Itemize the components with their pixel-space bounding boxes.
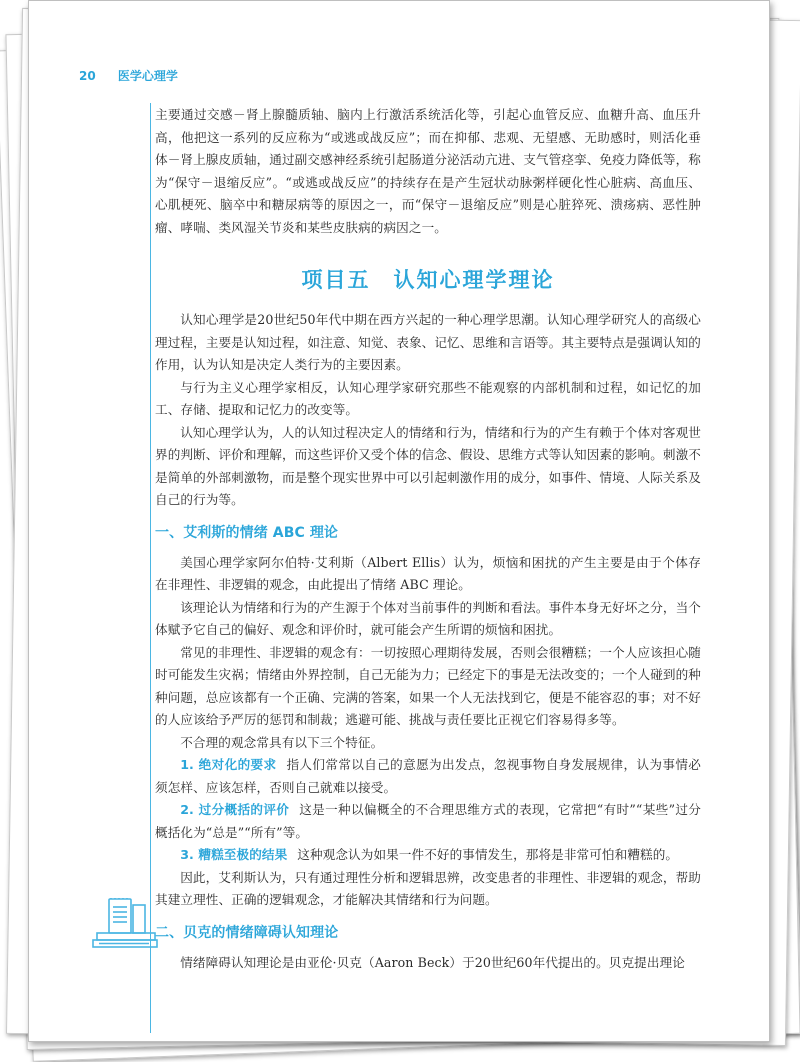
chapter-paragraph: 与行为主义心理学家相反，认知心理学家研究那些不能观察的内部机制和过程，如记忆的加工、存储、提取和记忆力的改变等。 <box>155 379 701 417</box>
section-paragraph: 美国心理学家阿尔伯特·艾利斯（Albert Ellis）认为，烦恼和困扰的产生主要是由于个体存在非理性、非逻辑的观念，由此提出了情绪 ABC 理论。 <box>155 554 701 592</box>
feature-item <box>155 754 701 799</box>
feature-label: 1. 绝对化的要求 <box>180 757 277 772</box>
section-paragraph: 该理论认为情绪和行为的产生源于个体对当前事件的判断和看法。事件本身无好坏之分，当个体赋予它自己的偏好、观念和评价时，就可能会产生所谓的烦恼和困扰。 <box>155 599 701 637</box>
section-paragraph: 情绪障碍认知理论是由亚伦·贝克（Aaron Beck）于20世纪60年代提出的。贝克提出理论 <box>180 954 685 970</box>
page-number: 20 <box>79 69 96 83</box>
chapter-paragraph: 认知心理学认为，人的认知过程决定人的情绪和行为，情绪和行为的产生有赖于个体对客观世界的判断、评价和理解，而这些评价又受个体的信念、假设、思维方式等认知因素的影响。刺激不是简单的外部刺激物，而是整个现实世界中可以引起刺激作用的成分，如事件、情境、人际关系及自己的行为等。 <box>155 424 701 507</box>
feature-item <box>155 844 701 867</box>
page-body <box>155 104 701 974</box>
feature-label: 2. 过分概括的评价 <box>180 802 290 817</box>
feature-text: 这种观念认为如果一件不好的事情发生，那将是非常可怕和糟糕的。 <box>297 847 679 862</box>
book-page <box>28 0 770 1042</box>
feature-text: 这是一种以偏概全的不合理思维方式的表现，它常把“有时”“某些”过分概括化为“总是”“所有”等。 <box>155 802 701 840</box>
feature-label: 3. 糟糕至极的结果 <box>180 847 288 862</box>
intro-paragraph: 主要通过交感－肾上腺髓质轴、脑内上行激活系统活化等，引起心血管反应、血糖升高、血压升高，他把这一系列的反应称为“或逃或战反应”；而在抑郁、悲观、无望感、无助感时，则活化垂体－肾上腺皮质轴，通过副交感神经系统引起肠道分泌活动亢进、支气管痉挛、免疫力降低等，称为“保守－退缩反应”。“或逃或战反应”的持续存在是产生冠状动脉粥样硬化性心脏病、高血压、心肌梗死、脑卒中和糖尿病等的原因之一，而“保守－退缩反应”则是心脏猝死、溃疡病、恶性肿瘤、哮喘、类风湿关节炎和某些皮肤病的病因之一。 <box>155 107 701 235</box>
section-heading-ellis: 一、艾利斯的情绪 ABC 理论 <box>155 524 339 541</box>
chapter-title: 项目五 认知心理学理论 <box>301 268 555 292</box>
section-paragraph: 常见的非理性、非逻辑的观念有：一切按照心理期待发展，否则会很糟糕；一个人应该担心随时可能发生灾祸；情绪由外界控制，自己无能为力；已经定下的事是无法改变的；一个人碰到的种种问题，总应该都有一个正确、完满的答案，如果一个人无法找到它，便是不能容忍的事；对不好的人应该给予严厉的惩罚和制裁；逃避可能、挑战与责任要比正视它们容易得多等。 <box>155 644 701 727</box>
book-title: 医学心理学 <box>117 69 178 83</box>
margin-rule <box>150 103 151 1033</box>
running-header <box>79 67 178 84</box>
section-paragraph: 不合理的观念常具有以下三个特征。 <box>180 734 384 750</box>
books-notebook-icon <box>89 897 163 951</box>
section-heading-beck: 二、贝克的情绪障碍认知理论 <box>155 924 339 941</box>
feature-item <box>155 799 701 844</box>
chapter-paragraph: 认知心理学是20世纪50年代中期在西方兴起的一种心理学思潮。认知心理学研究人的高级心理过程，主要是认知过程，如注意、知觉、表象、记忆、思维和言语等。其主要特点是强调认知的作用，认为认知是决定人类行为的主要因素。 <box>155 312 701 372</box>
section-conclusion: 因此，艾利斯认为，只有通过理性分析和逻辑思辨，改变患者的非理性、非逻辑的观念，帮助其建立理性、正确的逻辑观念，才能解决其情绪和行为问题。 <box>155 869 701 907</box>
feature-text: 指人们常常以自己的意愿为出发点，忽视事物自身发展规律，认为事情必须怎样、应该怎样，否则自己就难以接受。 <box>155 757 701 795</box>
